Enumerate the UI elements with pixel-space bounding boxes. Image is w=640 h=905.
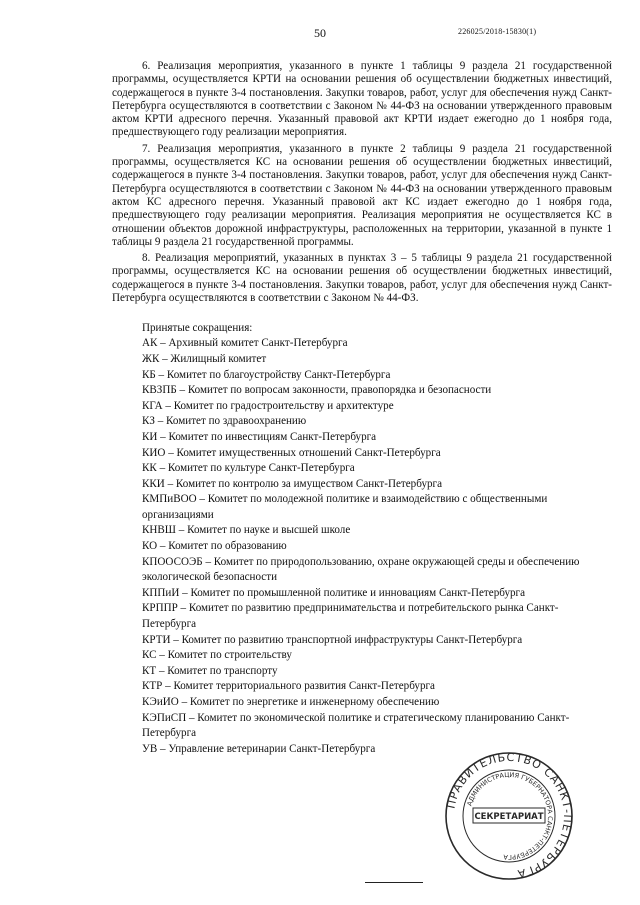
abbreviation-item: КИО – Комитет имущественных отношений Санкт-Петербурга — [142, 446, 441, 459]
stamp-inner-text: АДМИНИСТРАЦИЯ ГУБЕРНАТОРА САНКТ-ПЕТЕРБУРГА — [465, 770, 555, 862]
abbreviation-item: КВЗПБ – Комитет по вопросам законности, правопорядка и безопасности — [142, 384, 492, 397]
abbreviation-item: УВ – Управление ветеринарии Санкт-Петербурга — [142, 742, 376, 755]
abbreviation-item: КБ – Комитет по благоустройству Санкт-Петербурга — [142, 368, 391, 381]
abbreviation-item: АК – Архивный комитет Санкт-Петербурга — [142, 337, 348, 350]
paragraph-8: 8. Реализация мероприятий, указанных в пунктах 3 – 5 таблицы 9 раздела 21 государственной программы, осуществляется КС на основании решения об осуществлении бюджетных инвестиций, содержащегося в пункте 3-4 постановления. Закупки товаров, работ, услуг для обеспечения нужд Санкт-Петербурга осуществляются в соответствии с Законом № 44-ФЗ. — [112, 252, 612, 305]
abbreviation-item: КТР – Комитет территориального развития Санкт-Петербурга — [142, 680, 435, 693]
abbreviation-item: КИ – Комитет по инвестициям Санкт-Петербурга — [142, 430, 377, 443]
abbreviation-item: КС – Комитет по строительству — [142, 649, 292, 662]
stamp-outer-text: ПРАВИТЕЛЬСТВО САНКТ-ПЕТЕРБУРГА — [444, 750, 575, 881]
abbreviation-item: КМПиВОО – Комитет по молодежной политике и взаимодействию с общественными организациями — [142, 493, 548, 521]
abbreviation-item: КГА – Комитет по градостроительству и архитектуре — [142, 399, 394, 412]
paragraph-6: 6. Реализация мероприятия, указанного в пункте 1 таблицы 9 раздела 21 государственной программы, осуществляется КРТИ на основании решения об осуществлении бюджетных инвестиций, содержащегося в пункте 3-4 постановления. Закупки товаров, работ, услуг для обеспечения нужд Санкт-Петербурга осуществляются в соответствии с Законом № 44-ФЗ на основании утвержденного правовым актом КРТИ адресного перечня. Указанный правовой акт КРТИ издает ежегодно до 1 ноября года, предшествующего году реализации мероприятия. — [112, 60, 612, 139]
abbreviation-item: КППиИ – Комитет по промышленной политике и инновациям Санкт-Петербурга — [142, 586, 526, 599]
abbreviation-item: КРТИ – Комитет по развитию транспортной инфраструктуры Санкт-Петербурга — [142, 633, 523, 646]
abbreviation-item: ККИ – Комитет по контролю за имуществом Санкт-Петербурга — [142, 477, 443, 490]
document-id: 226025/2018-15830(1) — [458, 27, 537, 36]
abbreviations-title: Принятые сокращения: — [142, 322, 253, 335]
abbreviation-item: КЭПиСП – Комитет по экономической политике и стратегическому планированию Санкт-Петербурга — [142, 711, 570, 740]
paragraph-7: 7. Реализация мероприятия, указанного в пункте 2 таблицы 9 раздела 21 государственной программы, осуществляется КС на основании решения об осуществлении бюджетных инвестиций, содержащегося в пункте 3-4 постановления. Закупки товаров, работ, услуг для обеспечения нужд Санкт-Петербурга осуществляются в соответствии с Законом № 44-ФЗ на основании утвержденного правовым актом КС адресного перечня. Указанный правовой акт КС издает ежегодно до 1 ноября года, предшествующего году реализации мероприятия. Реализация мероприятия не осуществляется КС в отношении объектов дорожной инфраструктуры, расположенных на территории, указанной в пункте 1 таблицы 9 раздела 21 государственной программы. — [112, 142, 612, 248]
abbreviation-item: КЗ – Комитет по здравоохранению — [142, 415, 307, 428]
abbreviation-item: КРППР – Комитет по развитию предпринимательства и потребительского рынка Санкт-Петербурга — [142, 602, 559, 631]
document-body — [112, 60, 612, 757]
abbreviation-item: КНВШ – Комитет по науке и высшей школе — [142, 524, 351, 537]
abbreviation-item: КО – Комитет по образованию — [142, 540, 287, 553]
abbreviation-item: КТ – Комитет по транспорту — [142, 664, 278, 677]
abbreviation-item: КПООСОЭБ – Комитет по природопользованию, охране окружающей среды и обеспечению экологической безопасности — [142, 555, 580, 584]
page-number: 50 — [314, 26, 326, 40]
abbreviation-item: ЖК – Жилищный комитет — [142, 352, 267, 365]
secretariat-stamp — [443, 750, 575, 882]
abbreviation-item: КЭиИО – Комитет по энергетике и инженерному обеспечению — [142, 696, 440, 708]
stamp-center-text: СЕКРЕТАРИАТ — [474, 812, 544, 822]
abbreviations-list — [112, 336, 612, 757]
abbreviation-item: КК – Комитет по культуре Санкт-Петербурга — [142, 462, 355, 475]
footer-divider — [365, 882, 423, 883]
